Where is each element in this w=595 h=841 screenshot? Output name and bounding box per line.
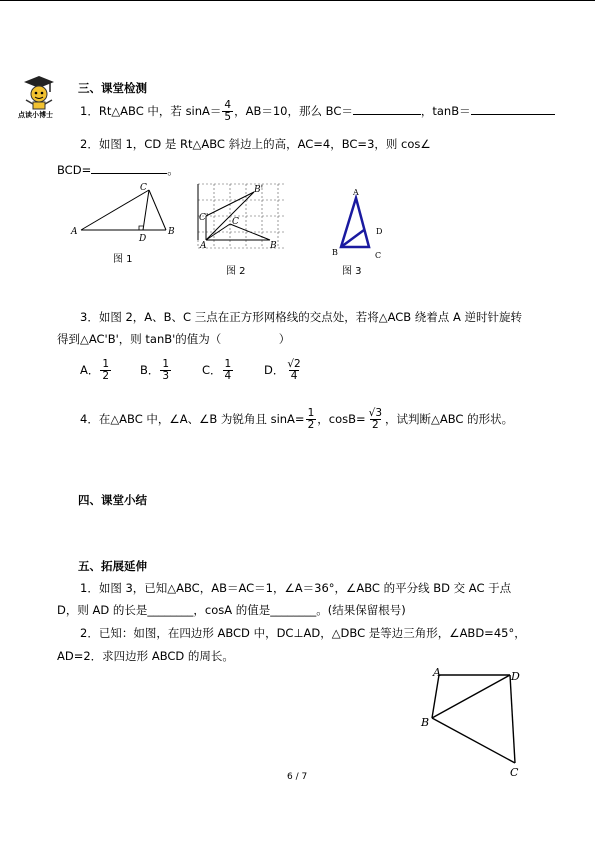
option-d-fraction [285, 359, 302, 382]
q4-text-c: ，试判断△ABC 的形状。 [385, 412, 514, 426]
option-b-num: 1 [162, 357, 170, 370]
option-a-label: A． [80, 362, 100, 377]
q1-answer-tanb[interactable] [471, 103, 555, 115]
q4-f1-num: 1 [307, 406, 315, 419]
option-c-label: C． [202, 362, 222, 377]
option-d-num: √2 [287, 357, 301, 370]
option-b-den: 3 [162, 369, 170, 382]
q1-answer-bc[interactable] [353, 103, 421, 115]
option-c-fraction [223, 359, 234, 382]
s5-question-2-line2: AD=2．求四边形 ABCD 的周长。 [57, 649, 234, 663]
q4-text-b: ，cosB= [317, 412, 366, 426]
logo [16, 72, 62, 118]
q1-number: 1． [80, 104, 99, 118]
option-d-label: D． [264, 362, 285, 377]
option-a-den: 2 [102, 369, 110, 382]
question-4 [80, 402, 513, 436]
fig3-caption: 图 3 [342, 266, 362, 277]
option-c[interactable] [202, 359, 264, 382]
quad-label-b: B [421, 716, 430, 729]
question-1 [80, 97, 555, 125]
option-a[interactable] [80, 359, 140, 382]
q2-text-b: 。 [167, 163, 179, 177]
q1-text-a: Rt△ABC 中，若 sinA＝ [98, 104, 222, 118]
fig2-label-b: B [270, 241, 277, 251]
q1-text-c: ，tanB＝ [420, 104, 471, 118]
fig1-label-d: D [139, 234, 147, 244]
fig2-label-a: A [200, 241, 207, 251]
fig1-label-a: A [71, 227, 78, 237]
page-number: 6 / 7 [287, 772, 308, 782]
q1-fraction-num: 4 [224, 99, 232, 111]
option-b-label: B． [140, 362, 160, 377]
option-b-fraction [160, 359, 171, 382]
section5-title: 五、拓展延伸 [78, 559, 147, 573]
q4-text-a: 4．在△ABC 中，∠A、∠B 为锐角且 sinA= [80, 412, 305, 426]
fig2-label-c-prime: C' [199, 213, 209, 223]
q1-fraction-den: 5 [224, 111, 232, 123]
fig2-label-b-prime: B' [254, 185, 264, 195]
section4-title: 四、课堂小结 [78, 493, 147, 507]
section3-title: 三、课堂检测 [78, 81, 147, 95]
fig2-label-c: C [232, 217, 239, 227]
quad-label-d: D [511, 670, 520, 683]
fig1-label-b: B [168, 227, 175, 237]
q2-answer[interactable] [91, 162, 167, 174]
s5-question-1-line1: 1．如图 3，已知△ABC，AB＝AC＝1，∠A＝36°，∠ABC 的平分线 BD 交 AC 于点 [80, 581, 512, 595]
q4-fraction-sina [306, 408, 317, 431]
fig2-caption: 图 2 [226, 266, 246, 277]
q1-fraction [222, 100, 233, 123]
q4-f2-den: 2 [372, 418, 379, 431]
logo-caption: 点读小博士 [18, 111, 53, 119]
option-a-num: 1 [102, 357, 110, 370]
q1-text-b: ，AB＝10，那么 BC＝ [234, 104, 353, 118]
option-b[interactable] [140, 359, 202, 382]
quad-label-a: A [433, 666, 441, 679]
option-c-num: 1 [224, 357, 232, 370]
fig1-label-c: C [140, 183, 147, 193]
option-a-fraction [100, 359, 111, 382]
quadrilateral-figure [418, 660, 538, 785]
q4-f2-num: √3 [368, 406, 383, 419]
option-d[interactable] [264, 359, 304, 382]
quad-label-c: C [510, 766, 519, 779]
fig3-label-d: D [376, 227, 383, 236]
question-3-line2: 得到△AC'B'，则 tanB'的值为（ ） [57, 332, 291, 346]
q4-f1-den: 2 [307, 418, 315, 431]
s5-question-1-line2: D，则 AD 的长是________，cosA 的值是________。(结果保留根号) [57, 603, 406, 617]
question-3-line1: 3．如图 2，A、B、C 三点在正方形网格线的交点处，若将△ACB 绕着点 A 逆时针旋转 [80, 310, 522, 324]
header-rule [0, 0, 595, 1]
option-c-den: 4 [224, 369, 232, 382]
question-3-options [80, 354, 304, 386]
fig1-caption: 图 1 [113, 254, 133, 265]
s5-question-2-line1: 2．已知：如图，在四边形 ABCD 中，DC⊥AD，△DBC 是等边三角形，∠ABD=45°， [80, 626, 526, 640]
figure-2 [190, 180, 290, 255]
option-d-den: 4 [290, 369, 298, 382]
fig3-label-a: A [353, 188, 359, 197]
figure-3 [325, 185, 390, 260]
fig3-label-b: B [332, 248, 338, 257]
q4-fraction-cosb [367, 408, 384, 431]
question-2-line1: 2．如图 1，CD 是 Rt△ABC 斜边上的高，AC=4，BC=3，则 cos∠ [80, 137, 431, 151]
fig3-label-c: C [375, 251, 382, 260]
question-2-line2 [57, 162, 179, 178]
q2-text-a: BCD= [57, 163, 92, 177]
